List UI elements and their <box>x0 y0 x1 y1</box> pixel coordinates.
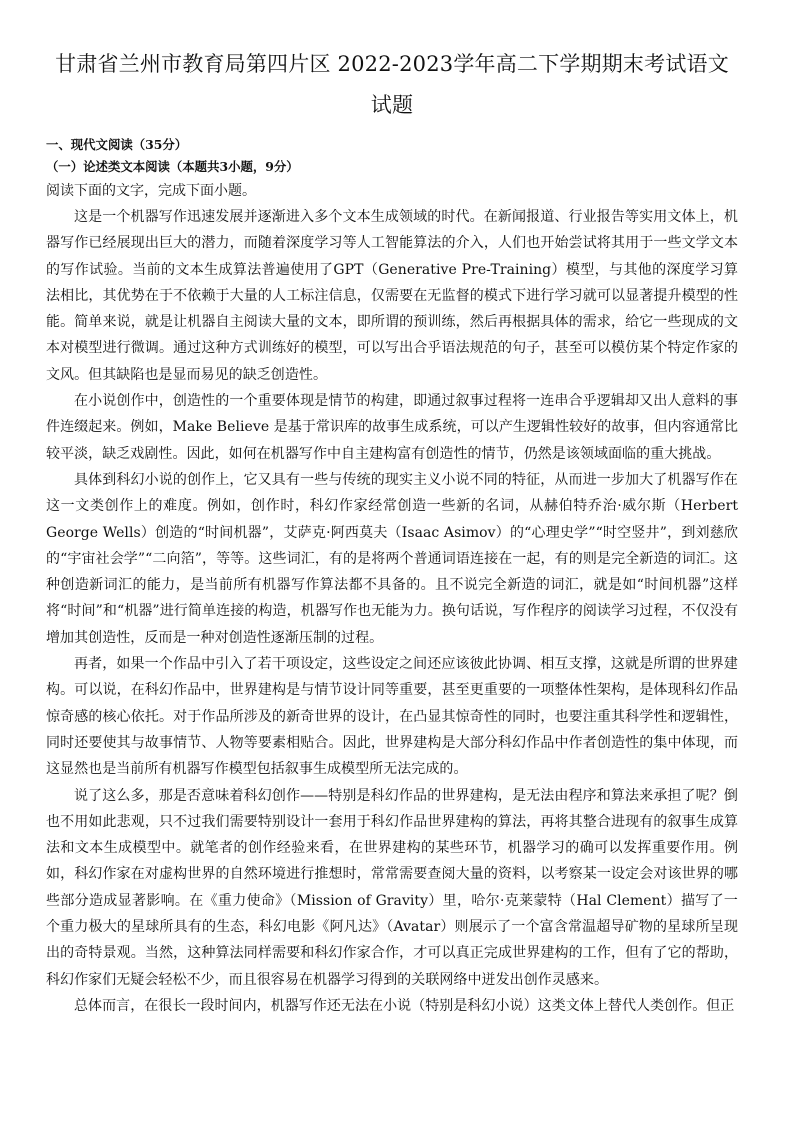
document-title: 甘肃省兰州市教育局第四片区 2022-2023学年高二下学期期末考试语文试题 <box>55 52 729 117</box>
paragraph-2: 在小说创作中，创造性的一个重要体现是情节的构建，即通过叙事过程将一连串合乎逻辑却又出人意料的事件连缀起来。例如，Make Believe 是基于常识库的故事生成系统，可以产生逻辑性较好的故事，但内容通常比较平淡，缺乏戏剧性。因此，如何在机器写作中自主建构富有创造性的情节，仍然是该领域面临的重大挑战。 <box>46 393 738 462</box>
paragraph-4: 再者，如果一个作品中引入了若干项设定，这些设定之间还应该彼此协调、相互支撑，这就是所谓的世界建构。可以说，在科幻作品中，世界建构是与情节设计同等重要，甚至更重要的一项整体性架构，是体现科幻作品惊奇感的核心依托。对于作品所涉及的新奇世界的设计，在凸显其惊奇性的同时，也要注重其科学性和逻辑性，同时还要使其与故事情节、人物等要素相贴合。因此，世界建构是大部分科幻作品中作者创造性的集中体现，而这显然也是当前所有机器写作模型包括叙事生成模型所无法完成的。 <box>46 656 738 778</box>
paragraph-6: 总体而言，在很长一段时间内，机器写作还无法在小说（特别是科幻小说）这类文体上替代人类创作。但正 <box>74 997 735 1014</box>
subsection-heading: （一）论述类文本阅读（本题共3小题，9分） <box>46 159 299 174</box>
paragraph-3: 具体到科幻小说的创作上，它又具有一些与传统的现实主义小说不同的特征，从而进一步加大了机器写作在这一文类创作上的难度。例如，创作时，科幻作家经常创造一些新的名词，从赫伯特乔治·威尔斯（Herbert George Wells）创造的“时间机器”，艾萨克·阿西莫夫（Isaac Asimov）的“心理史学”“时空竖井”，到刘慈欣的“宇宙社会学”“二向箔”，等等。这些词汇，有的是将两个普通词语连接在一起，有的则是完全新造的词汇。这种创造新词汇的能力，是当前所有机器写作算法都不具备的。且不说完全新造的词汇，就是如“时间机器”这样将“时间”和“机器”进行简单连接的构造，机器写作也无能为力。换句话说，写作程序的阅读学习过程，不仅没有增加其创造性，反而是一种对创造性逐渐压制的过程。 <box>46 471 738 646</box>
paragraph-5: 说了这么多，那是否意味着科幻创作——特别是科幻作品的世界建构，是无法由程序和算法来承担了呢？倒也不用如此悲观，只不过我们需要特别设计一套用于科幻作品世界建构的算法，再将其整合进现有的叙事生成算法和文本生成模型中。就笔者的创作经验来看，在世界建构的某些环节，机器学习的确可以发挥重要作用。例如，科幻作家在对虚构世界的自然环境进行推想时，常常需要查阅大量的资料，以考察某一设定会对该世界的哪些部分造成显著影响。在《重力使命》（Mission of Gravity）里，哈尔·克莱蒙特（Hal Clement）描写了一个重力极大的星球所具有的生态，科幻电影《阿凡达》（Avatar）则展示了一个富含常温超导矿物的星球所呈现出的奇特景观。当然，这种算法同样需要和科幻作家合作，才可以真正完成世界建构的工作，但有了它的帮助，科幻作家们无疑会轻松不少，而且很容易在机器学习得到的关联网络中迸发出创作灵感来。 <box>46 787 738 988</box>
section-heading: 一、现代文阅读（35分） <box>46 137 188 152</box>
document-page <box>46 44 738 1019</box>
reading-instruction: 阅读下面的文字，完成下面小题。 <box>46 183 256 199</box>
paragraph-1: 这是一个机器写作迅速发展并逐渐进入多个文本生成领域的时代。在新闻报道、行业报告等实用文体上，机器写作已经展现出巨大的潜力，而随着深度学习等人工智能算法的介入，人们也开始尝试将其用于一些文学文本的写作试验。当前的文本生成算法普遍使用了GPT（Generative Pre-Training）模型，与其他的深度学习算法相比，其优势在于不依赖于大量的人工标注信息，仅需要在无监督的模式下进行学习就可以显著提升模型的性能。简单来说，就是让机器自主阅读大量的文本，即所谓的预训练，然后再根据具体的需求，给它一些现成的文本对模型进行微调。通过这种方式训练好的模型，可以写出合乎语法规范的句子，甚至可以模仿某个特定作家的文风。但其缺陷也是显而易见的缺乏创造性。 <box>46 209 738 383</box>
